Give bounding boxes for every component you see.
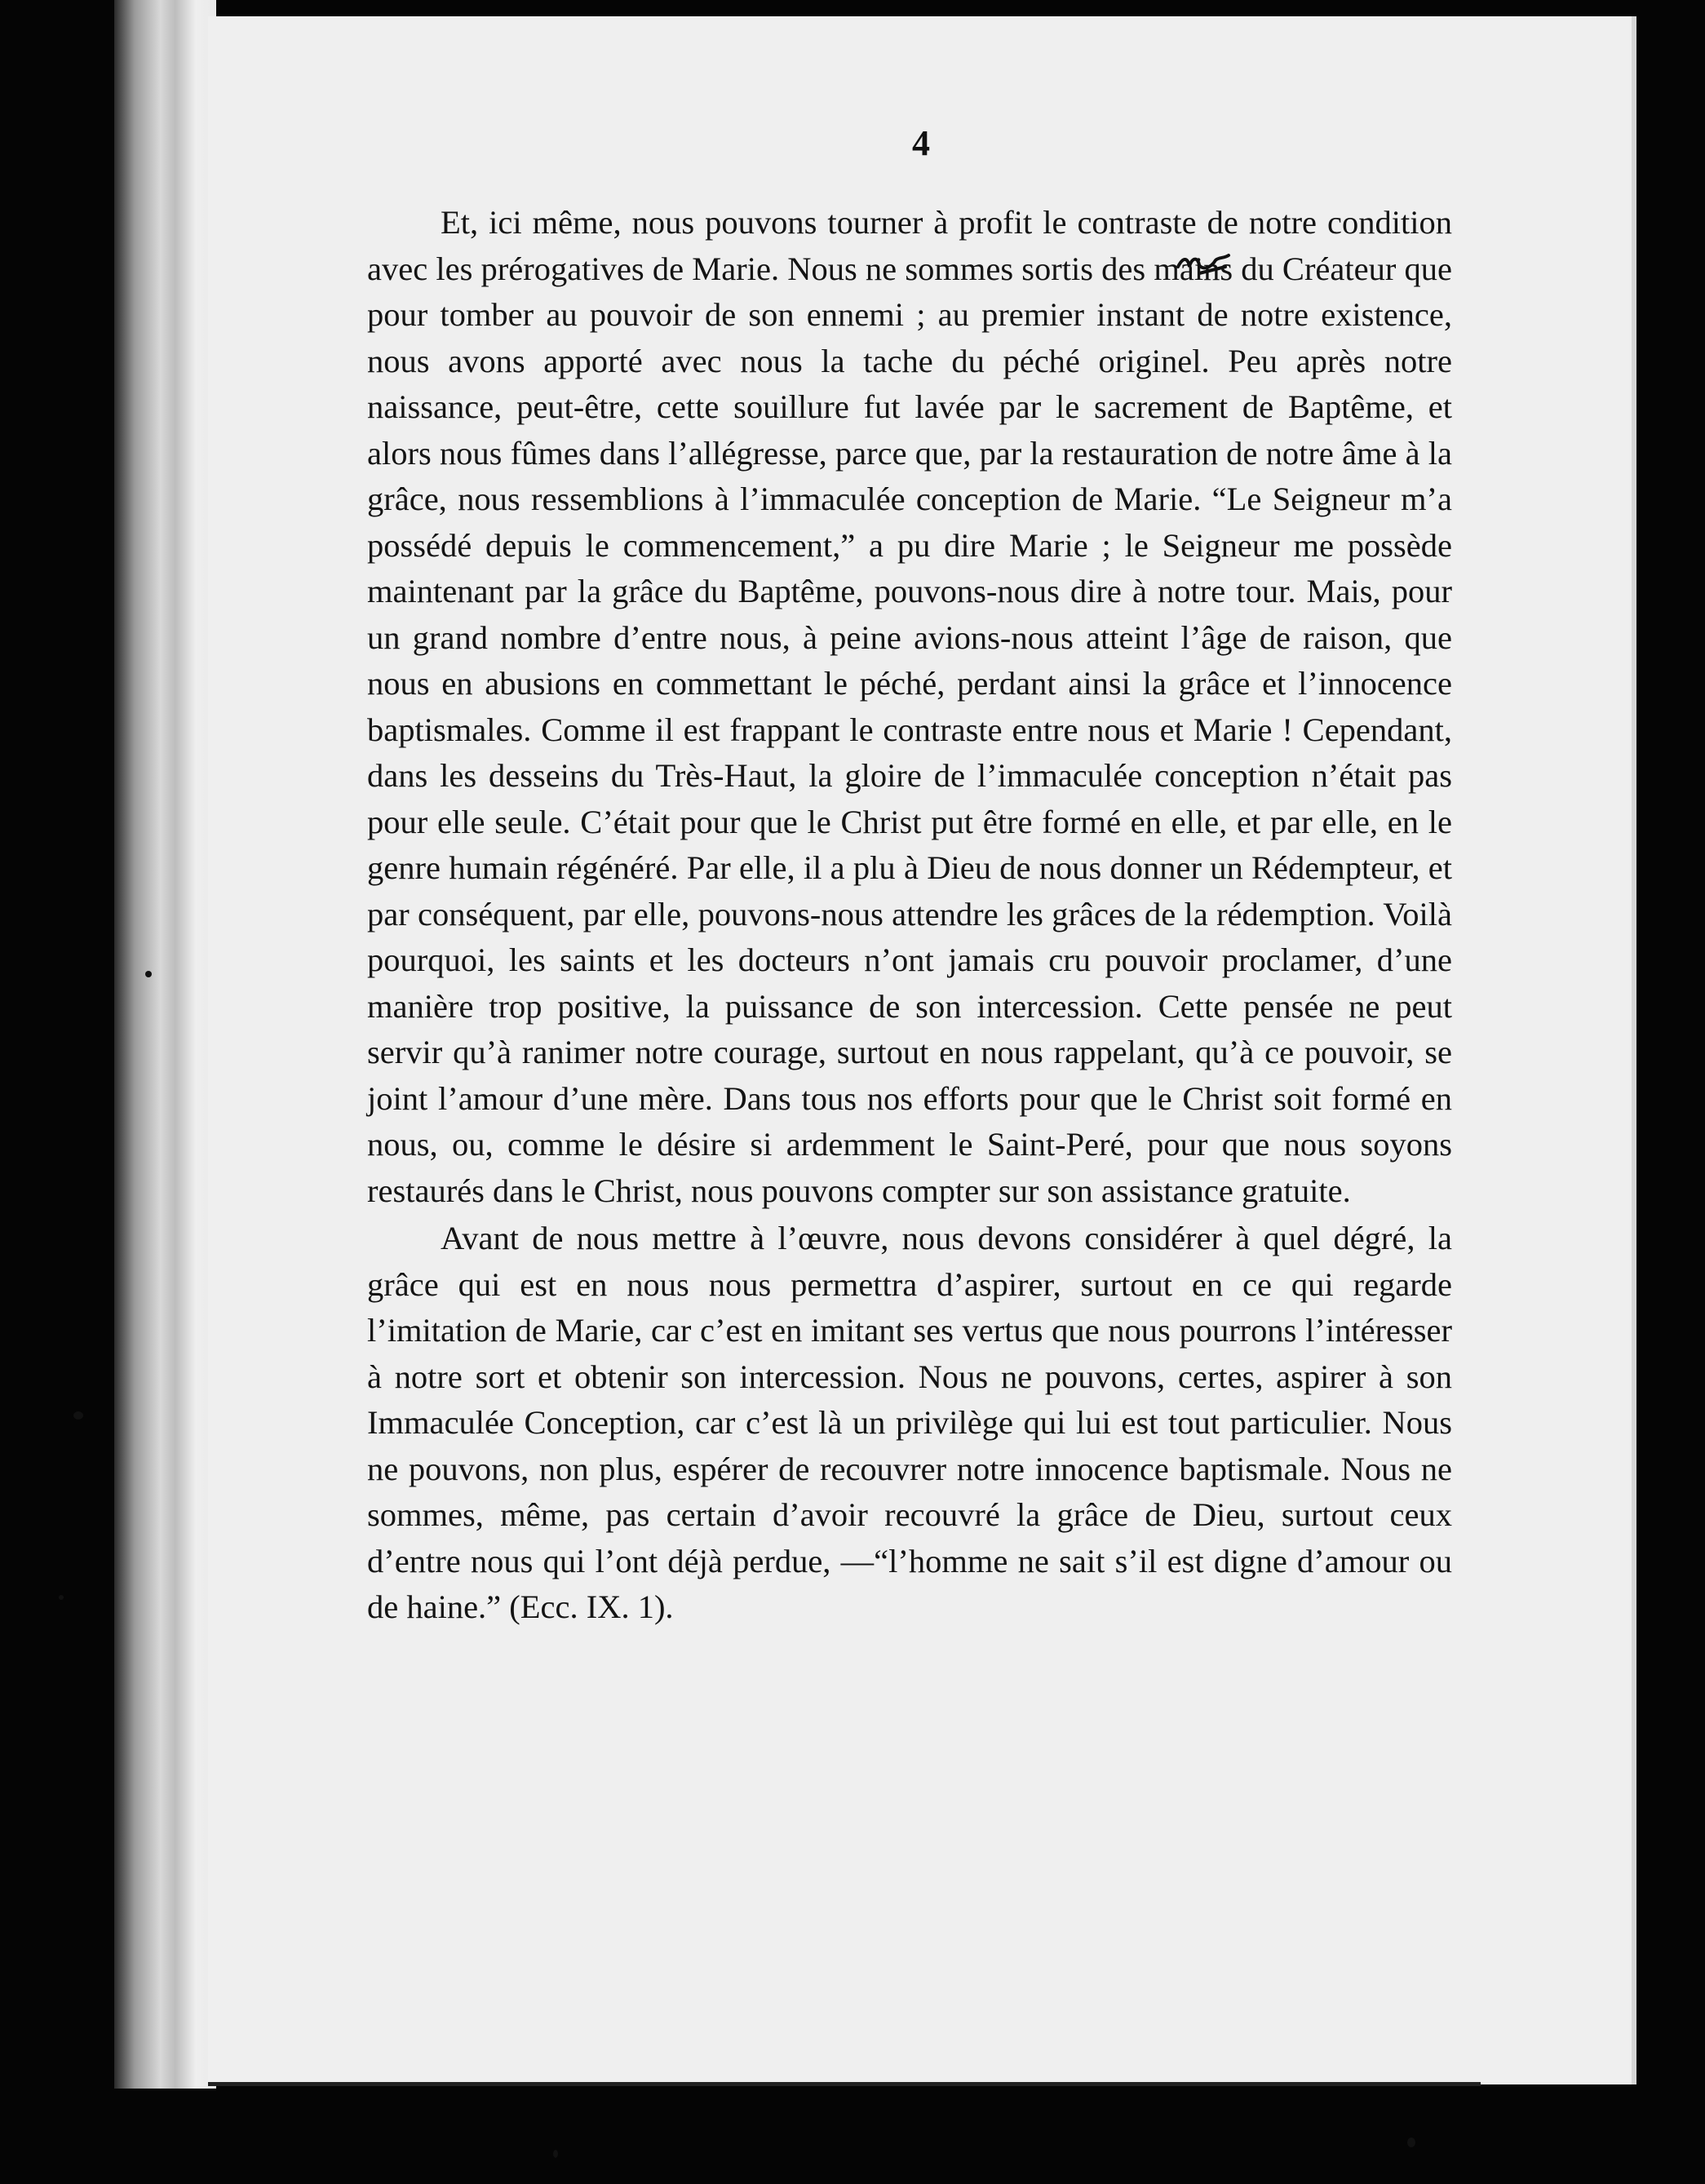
paragraph-1: Et, ici même, nous pouvons tourner à profit le contraste de notre condition avec les prérogatives de Marie. Nous ne sommes sortis des mains du Créateur que pour tomber au pouvoir de son ennemi ; au premier instant de notre existence, nous avons apporté avec nous la tache du péché originel. Peu après notre naissance, peut-être, cette souillure fut lavée par le sacrement de Baptême, et alors nous fûmes dans l’allégresse, parce que, par la restauration de notre âme à la grâce, nous ressemblions à l’immaculée conception de Marie. “Le Seigneur m’a possédé depuis le commencement,” a pu dire Marie ; le Seigneur me possède maintenant par la grâce du Baptême, pouvons-nous dire à notre tour. Mais, pour un grand nombre d’entre nous, à peine avions-nous atteint l’âge de raison, que nous en abusions en commettant le péché, perdant ainsi la grâce et l’innocence baptismales. Comme il est frappant le contraste entre nous et Marie ! Cependant, dans les desseins du Très-Haut, la gloire de l’immaculée conception n’était pas pour elle seule. C’était pour que le Christ put être formé en elle, et par elle, en le genre humain régénéré. Par elle, il a plu à Dieu de nous donner un Rédempteur, et par conséquent, par elle, pouvons-nous attendre les grâces de la rédemption. Voilà pourquoi, les saints et les docteurs n’ont jamais cru pouvoir proclamer, d’une manière trop positive, la puissance de son intercession. Cette pensée ne peut servir qu’à ranimer notre courage, surtout en nous rappelant, qu’à ce pouvoir, se joint l’amour d’une mère. Dans tous nos efforts pour que le Christ soit formé en nous, ou, comme le désire si ardemment le Saint-Peré, pour que nous soyons restaurés dans le Christ, nous pouvons compter sur son assistance gratuite. [367, 204, 1452, 1209]
body-text [367, 200, 1452, 1631]
paragraph-2: Avant de nous mettre à l’œuvre, nous devons considérer à quel dégré, la grâce qui est en nous nous permettra d’aspirer, surtout en ce qui regarde l’imitation de Marie, car c’est en imitant ses vertus que nous pourrons l’intéresser à notre sort et obtenir son intercession. Nous ne pouvons, certes, aspirer à son Immaculée Conception, car c’est là un privilège qui lui est tout particulier. Nous ne pouvons, non plus, espérer de recouvrer notre innocence baptismale. Nous ne sommes, même, pas certain d’avoir recouvré la grâce de Dieu, surtout ceux d’entre nous qui l’ont déjà perdue, —“l’homme ne sait s’il est digne d’amour ou de haine.” (Ecc. IX. 1). [367, 1220, 1452, 1625]
page-number: 4 [912, 123, 930, 163]
handwritten-annotation [1175, 249, 1232, 278]
page-bottom-edge [208, 2082, 1481, 2086]
book-gutter [114, 0, 216, 2089]
